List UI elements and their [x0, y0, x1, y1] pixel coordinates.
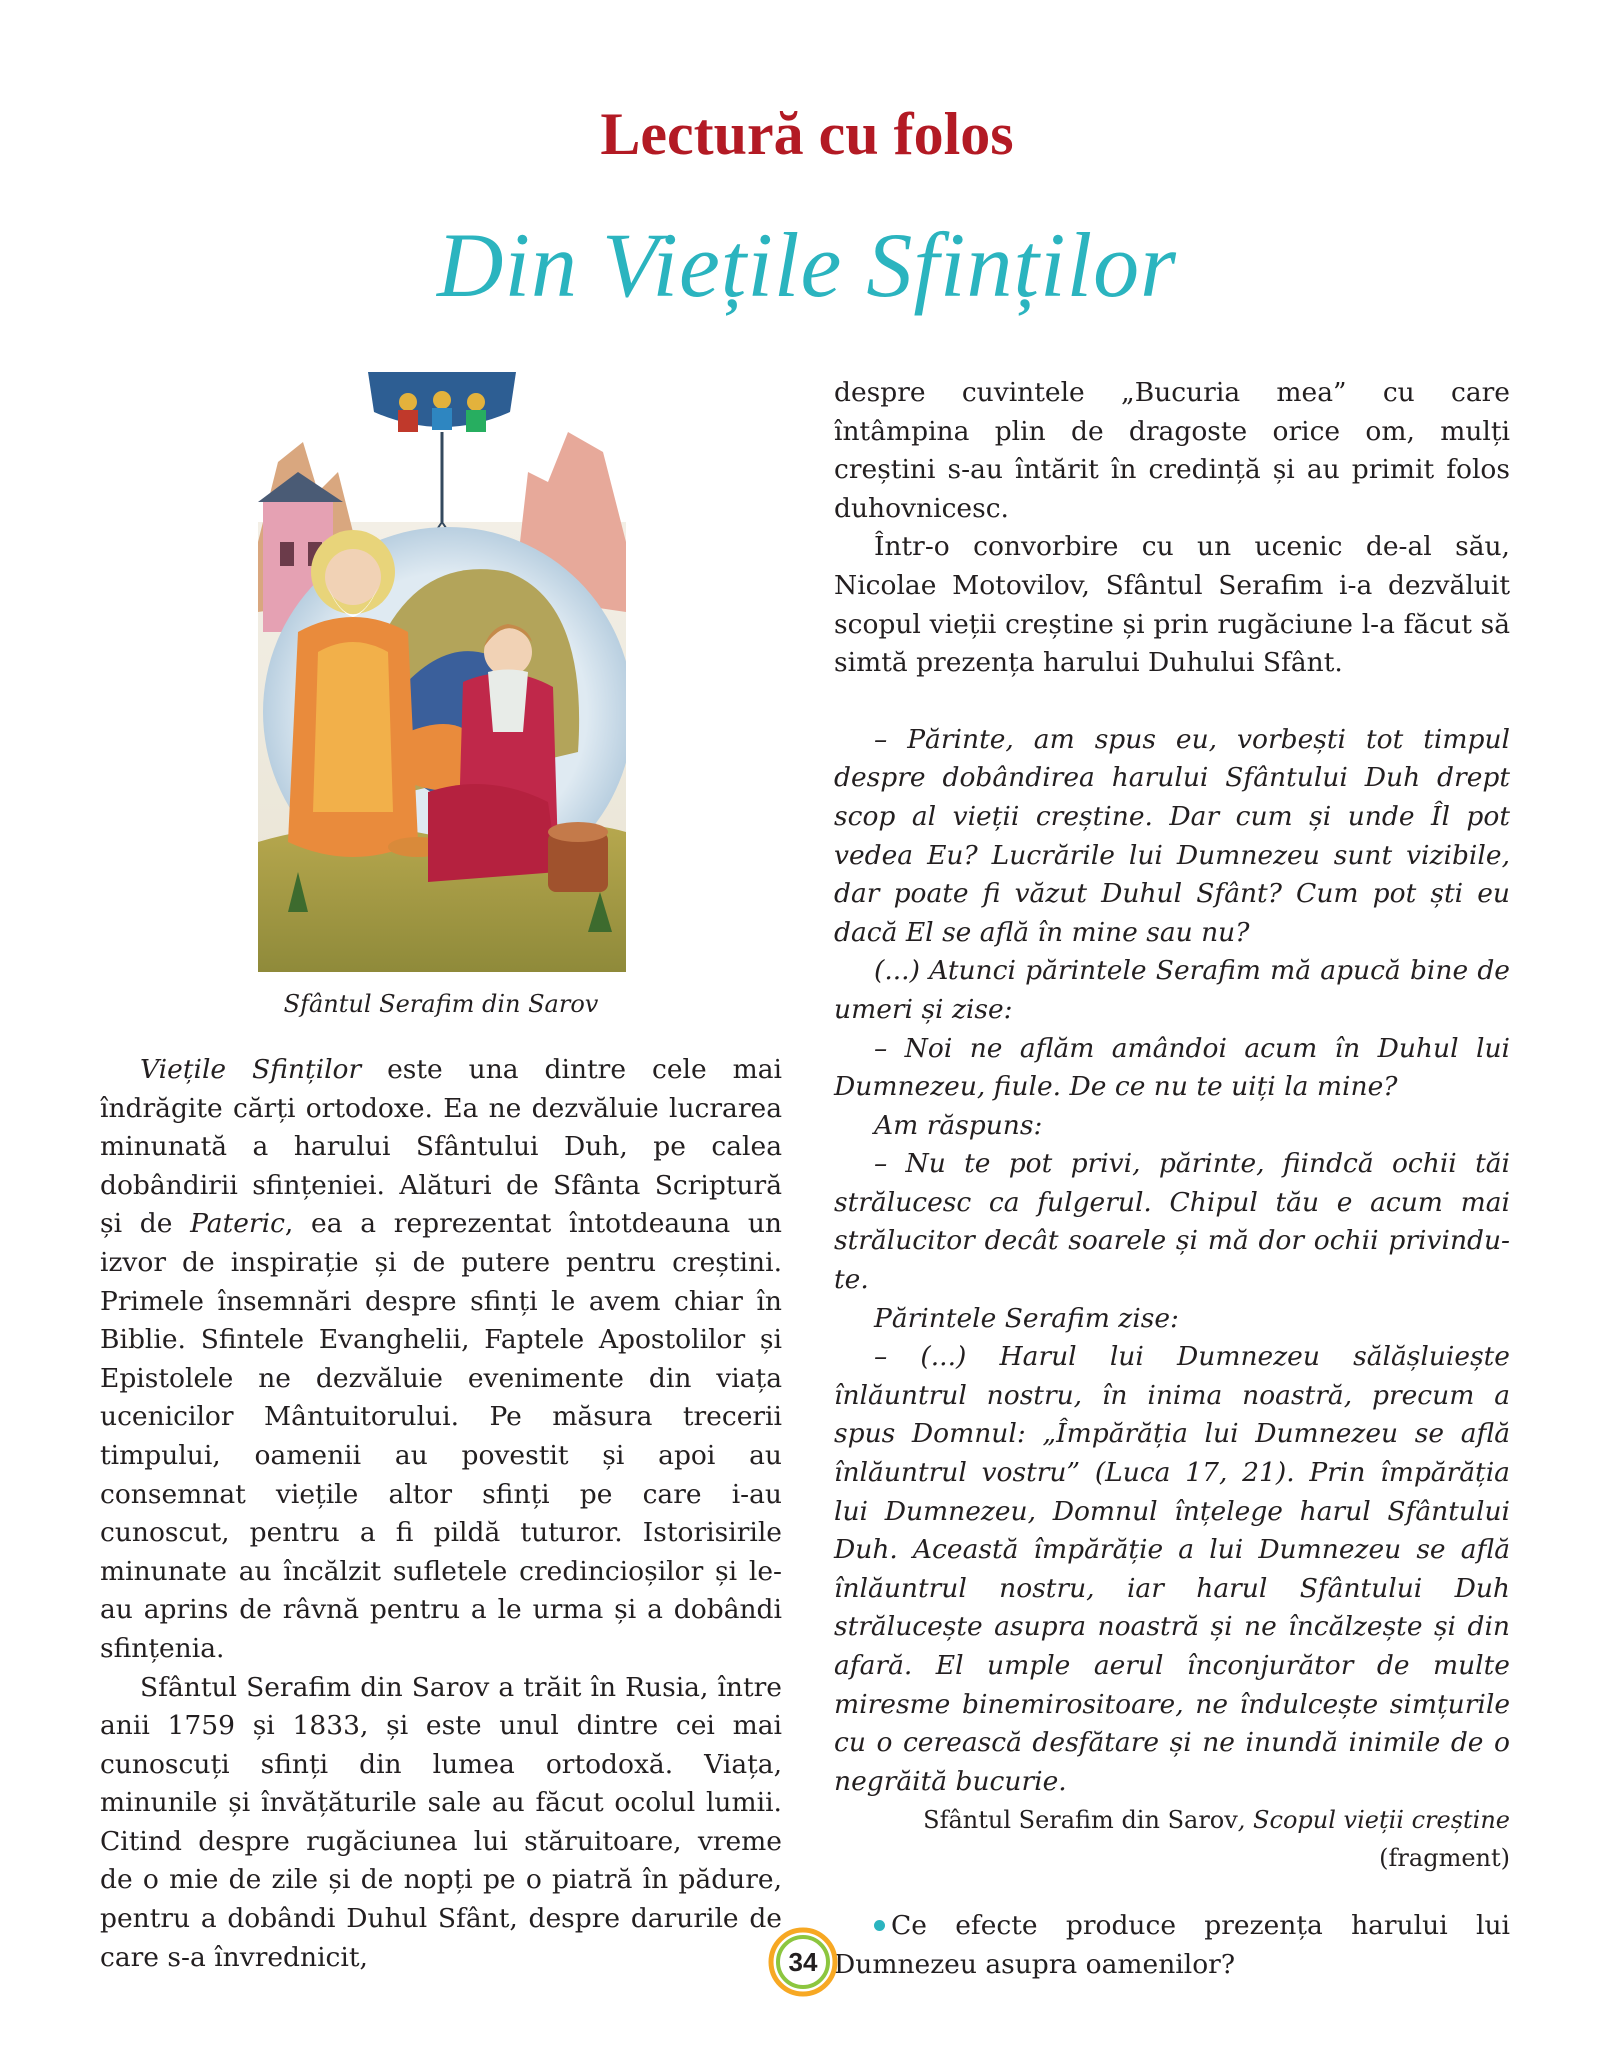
dialogue-line: – Noi ne aflăm amândoi acum în Duhul lui Dumnezeu, fiule. De ce nu te uiți la mine?: [834, 1032, 1510, 1103]
page-title: Lectură cu folos: [600, 101, 1014, 167]
spacer: [834, 683, 1510, 721]
dialogue-line: – Nu te pot privi, părinte, fiindcă ochii tăi strălucesc ca fulgerul. Chipul tău e acum mai strălucitor decât soarele și mă dor ochii privindu-te.: [834, 1148, 1510, 1296]
page-number-badge: [767, 1926, 839, 1998]
saint-icon-image: [258, 372, 626, 972]
motovilov-paragraph: Într-o convorbire cu un ucenic de-al său, Nicolae Motovilov, Sfântul Serafim i-a dezvăluit scopul vieții creștine și prin rugăciune l-a făcut să simtă prezența harului Duhului Sfânt.: [834, 531, 1510, 679]
book-title-italic: Viețile Sfinților: [140, 1054, 362, 1085]
dialogue-line: – Părinte, am spus eu, vorbești tot timpul despre dobândirea harului Sfântului Duh drept scop al vieții creștine. Dar cum și unde Îl pot vedea Eu? Lucrările lui Dumnezeu sunt vizibile, dar poate fi văzut Duhul Sfânt? Cum pot ști eu dacă El se află în mine sau nu?: [834, 723, 1510, 948]
pateric-italic: Pateric: [190, 1208, 285, 1240]
intro-text-b: , ea a reprezentat întotdeauna un izvor de inspirație și de putere pentru creștini. Primele însemnări despre sfinți le avem chiar în Biblie. Sfintele Evanghelii, Faptele Apostolilor și Epistolele ne dezvăluie evenimente din viața ucenicilor Mântuitorului. Pe măsura trecerii timpului, oamenii au povestit și apoi au consemnat viețile altor sfinți pe care i-au cunoscut, pentru a fi pildă tuturor. Istorisirile minunate au încălzit sufletele credincioșilor și le-au aprins de râvnă pentru a le urma și a dobândi sfințenia.: [100, 1208, 782, 1664]
icon-illustration: [258, 372, 626, 972]
dialogue-line: (...) Atunci părintele Serafim mă apucă bine de umeri și zise:: [834, 955, 1510, 1025]
dialogue-line: – (...) Harul lui Dumnezeu sălășluiește înlăuntrul nostru, în inima noastră, precum a spus Domnul: „Împărăția lui Dumnezeu se află înlăuntrul vostru” (Luca 17, 21). Prin împărăția lui Dumnezeu, Domnul înțelege harul Sfântului Duh. Această împărăție a lui Dumnezeu se află înlăuntrul nostru, iar harul Sfântului Duh strălucește asupra noastră și ne încălzește și din afară. El umple aerul înconjurător de multe miresme binemirositoare, ne îndulcește simțurile cu o cerească desfătare și ne inundă inimile de o negrăită bucurie.: [834, 1341, 1510, 1797]
left-text-column: [100, 1051, 782, 1977]
intro-text-a: este una dintre cele mai îndrăgite cărți ortodoxe. Ea ne dezvăluie lucrarea minunată a harului Sfântului Duh, pe calea dobândirii sfințeniei. Alături de Sfânta Scriptură și de: [100, 1054, 782, 1240]
figure-caption: Sfântul Serafim din Sarov: [283, 990, 599, 1018]
dialogue-line: Am răspuns:: [874, 1109, 1043, 1141]
bullet-icon: [874, 1920, 885, 1931]
continuation-paragraph: despre cuvintele „Bucuria mea” cu care întâmpina plin de dragoste orice om, mulți creștini s-au întărit în credință și au primit folos duhovnicesc.: [834, 377, 1510, 524]
serafim-paragraph: Sfântul Serafim din Sarov a trăit în Rusia, între anii 1759 și 1833, și este unul dintre cei mai cunoscuți sfinți din lumea ortodoxă. Viața, minunile și învățăturile sale au făcut ocolul lumii. Citind despre rugăciunea lui stăruitoare, vreme de o mie de zile și de nopți pe o piatră în pădure, pentru a dobândi Duhul Sfânt, despre darurile de care s-a învrednicit,: [100, 1671, 782, 1973]
intro-paragraph: [100, 1051, 782, 1669]
source-work: , Scopul vieții creștine: [1237, 1806, 1510, 1835]
page-number: 34: [788, 1947, 818, 1977]
source-citation: [834, 1801, 1510, 1877]
dialogue-line: Părintele Serafim zise:: [874, 1302, 1179, 1334]
source-author: Sfântul Serafim din Sarov: [923, 1806, 1238, 1835]
question-item: [834, 1907, 1510, 1984]
source-note: (fragment): [1379, 1844, 1510, 1873]
section-subtitle: Din Viețile Sfinților: [437, 214, 1177, 316]
right-text-column: [834, 374, 1510, 1985]
question-text: Ce efecte produce prezența harului lui Dumnezeu asupra oamenilor?: [834, 1910, 1510, 1980]
